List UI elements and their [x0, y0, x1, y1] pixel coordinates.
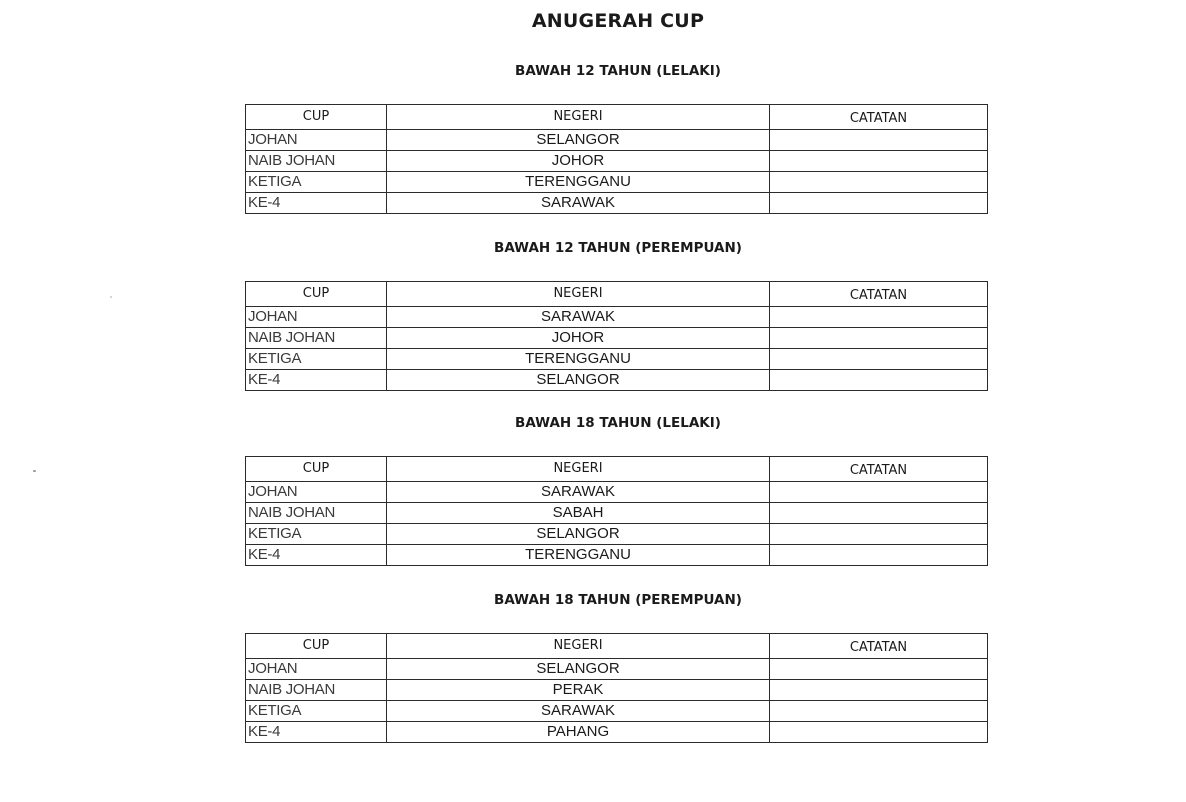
cup-cell: JOHAN: [246, 307, 387, 328]
cup-cell: NAIB JOHAN: [246, 151, 387, 172]
table-row: [246, 307, 988, 328]
column-header-cup: CUP: [246, 634, 387, 659]
table-row: [246, 349, 988, 370]
results-table-u12-lelaki: [245, 104, 988, 214]
catatan-cell: [770, 130, 988, 151]
table-row: [246, 503, 988, 524]
scan-speck: [33, 470, 36, 472]
table-row: [246, 172, 988, 193]
negeri-cell: SARAWAK: [387, 193, 770, 214]
negeri-cell: SARAWAK: [387, 307, 770, 328]
cup-cell: KE-4: [246, 193, 387, 214]
catatan-cell: [770, 349, 988, 370]
negeri-cell: JOHOR: [387, 151, 770, 172]
negeri-cell: SELANGOR: [387, 370, 770, 391]
catatan-cell: [770, 172, 988, 193]
negeri-cell: SELANGOR: [387, 130, 770, 151]
section-heading-u12-lelaki: BAWAH 12 TAHUN (LELAKI): [515, 63, 721, 79]
results-table-u18-lelaki: [245, 456, 988, 566]
column-header-catatan: CATATAN: [770, 634, 988, 659]
column-header-catatan: CATATAN: [770, 282, 988, 307]
column-header-catatan: CATATAN: [770, 105, 988, 130]
table-row: [246, 328, 988, 349]
catatan-cell: [770, 151, 988, 172]
catatan-cell: [770, 722, 988, 743]
section-heading-u18-perempuan: BAWAH 18 TAHUN (PEREMPUAN): [494, 592, 742, 608]
table-row: [246, 545, 988, 566]
cup-cell: KE-4: [246, 545, 387, 566]
column-header-cup: CUP: [246, 105, 387, 130]
table-header-row: [246, 634, 988, 659]
catatan-cell: [770, 524, 988, 545]
cup-cell: JOHAN: [246, 659, 387, 680]
catatan-cell: [770, 701, 988, 722]
table-row: [246, 130, 988, 151]
cup-cell: KE-4: [246, 722, 387, 743]
table-row: [246, 722, 988, 743]
results-table-u18-perempuan: [245, 633, 988, 743]
negeri-cell: TERENGGANU: [387, 172, 770, 193]
table-row: [246, 370, 988, 391]
table-row: [246, 659, 988, 680]
table-row: [246, 193, 988, 214]
results-table-u12-perempuan: [245, 281, 988, 391]
column-header-cup: CUP: [246, 282, 387, 307]
section-heading-u12-perempuan: BAWAH 12 TAHUN (PEREMPUAN): [494, 240, 742, 256]
negeri-cell: PAHANG: [387, 722, 770, 743]
cup-cell: NAIB JOHAN: [246, 680, 387, 701]
negeri-cell: SARAWAK: [387, 482, 770, 503]
catatan-cell: [770, 328, 988, 349]
negeri-cell: TERENGGANU: [387, 545, 770, 566]
page-title: ANUGERAH CUP: [531, 10, 705, 32]
catatan-cell: [770, 659, 988, 680]
catatan-cell: [770, 545, 988, 566]
cup-cell: NAIB JOHAN: [246, 328, 387, 349]
scan-speck: [110, 296, 112, 298]
catatan-cell: [770, 193, 988, 214]
table-header-row: [246, 105, 988, 130]
table-header-row: [246, 282, 988, 307]
cup-cell: KETIGA: [246, 349, 387, 370]
column-header-negeri: NEGERI: [387, 634, 770, 659]
section-heading-u18-lelaki: BAWAH 18 TAHUN (LELAKI): [515, 415, 721, 431]
column-header-negeri: NEGERI: [387, 282, 770, 307]
negeri-cell: TERENGGANU: [387, 349, 770, 370]
cup-cell: KE-4: [246, 370, 387, 391]
negeri-cell: PERAK: [387, 680, 770, 701]
table-row: [246, 482, 988, 503]
cup-cell: NAIB JOHAN: [246, 503, 387, 524]
column-header-negeri: NEGERI: [387, 105, 770, 130]
negeri-cell: SELANGOR: [387, 524, 770, 545]
cup-cell: JOHAN: [246, 482, 387, 503]
cup-cell: KETIGA: [246, 524, 387, 545]
column-header-negeri: NEGERI: [387, 457, 770, 482]
table-row: [246, 524, 988, 545]
negeri-cell: SELANGOR: [387, 659, 770, 680]
table-row: [246, 151, 988, 172]
cup-cell: KETIGA: [246, 172, 387, 193]
catatan-cell: [770, 482, 988, 503]
table-row: [246, 701, 988, 722]
catatan-cell: [770, 680, 988, 701]
catatan-cell: [770, 370, 988, 391]
negeri-cell: JOHOR: [387, 328, 770, 349]
cup-cell: JOHAN: [246, 130, 387, 151]
negeri-cell: SABAH: [387, 503, 770, 524]
catatan-cell: [770, 307, 988, 328]
table-header-row: [246, 457, 988, 482]
table-row: [246, 680, 988, 701]
cup-cell: KETIGA: [246, 701, 387, 722]
negeri-cell: SARAWAK: [387, 701, 770, 722]
column-header-catatan: CATATAN: [770, 457, 988, 482]
column-header-cup: CUP: [246, 457, 387, 482]
catatan-cell: [770, 503, 988, 524]
